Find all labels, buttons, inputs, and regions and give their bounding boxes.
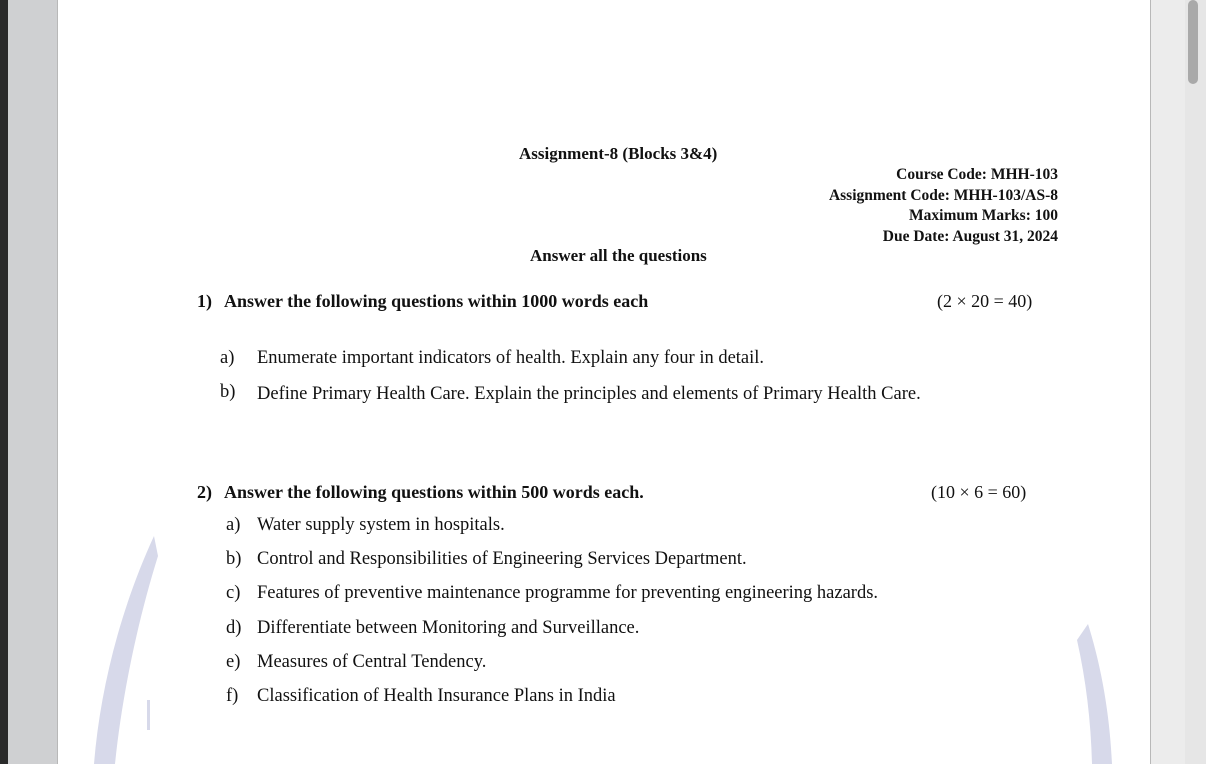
list-item xyxy=(220,348,920,374)
item-text: Features of preventive maintenance programme for preventing engineering hazards. xyxy=(257,583,879,603)
assignment-title: Assignment-8 (Blocks 3&4) xyxy=(519,144,718,163)
item-text: Enumerate important indicators of health. Explain any four in detail. xyxy=(257,348,765,368)
item-label: f) xyxy=(226,686,239,706)
item-label: c) xyxy=(226,583,241,603)
scrollbar-track[interactable] xyxy=(1185,0,1206,764)
list-item xyxy=(226,549,986,575)
question-heading: Answer the following questions within 500 words each. xyxy=(224,482,644,502)
list-item xyxy=(226,652,986,678)
item-text: Differentiate between Monitoring and Surveillance. xyxy=(257,618,640,638)
item-text: Define Primary Health Care. Explain the principles and elements of Primary Health Care. xyxy=(257,384,921,404)
item-text: Classification of Health Insurance Plans in India xyxy=(257,686,616,706)
list-item xyxy=(226,618,986,644)
item-label: a) xyxy=(220,348,235,368)
scrollbar-thumb[interactable] xyxy=(1188,0,1198,84)
due-date: Due Date: August 31, 2024 xyxy=(882,227,1058,245)
instruction-text: Answer all the questions xyxy=(530,246,707,265)
item-label: b) xyxy=(226,549,242,569)
list-item xyxy=(226,583,986,609)
question-number: 1) xyxy=(197,291,212,311)
window-left-edge xyxy=(0,0,8,764)
item-label: d) xyxy=(226,618,242,638)
course-meta-block xyxy=(829,165,1058,247)
item-text: Control and Responsibilities of Engineering Services Department. xyxy=(257,549,747,569)
question-number: 2) xyxy=(197,482,212,502)
item-text: Water supply system in hospitals. xyxy=(257,515,505,535)
question-heading: Answer the following questions within 1000 words each xyxy=(224,291,649,311)
list-item xyxy=(220,382,930,434)
document-page xyxy=(57,0,1151,764)
maximum-marks: Maximum Marks: 100 xyxy=(909,207,1058,224)
item-label: b) xyxy=(220,382,236,402)
list-item xyxy=(226,515,986,541)
item-label: e) xyxy=(226,652,241,672)
item-text: Measures of Central Tendency. xyxy=(257,652,487,672)
course-code: Course Code: MHH-103 xyxy=(896,166,1058,183)
question-marks: (10 × 6 = 60) xyxy=(931,482,1027,502)
item-label: a) xyxy=(226,515,241,535)
question-marks: (2 × 20 = 40) xyxy=(937,291,1033,311)
list-item xyxy=(226,686,986,712)
assignment-code: Assignment Code: MHH-103/AS-8 xyxy=(828,186,1058,204)
